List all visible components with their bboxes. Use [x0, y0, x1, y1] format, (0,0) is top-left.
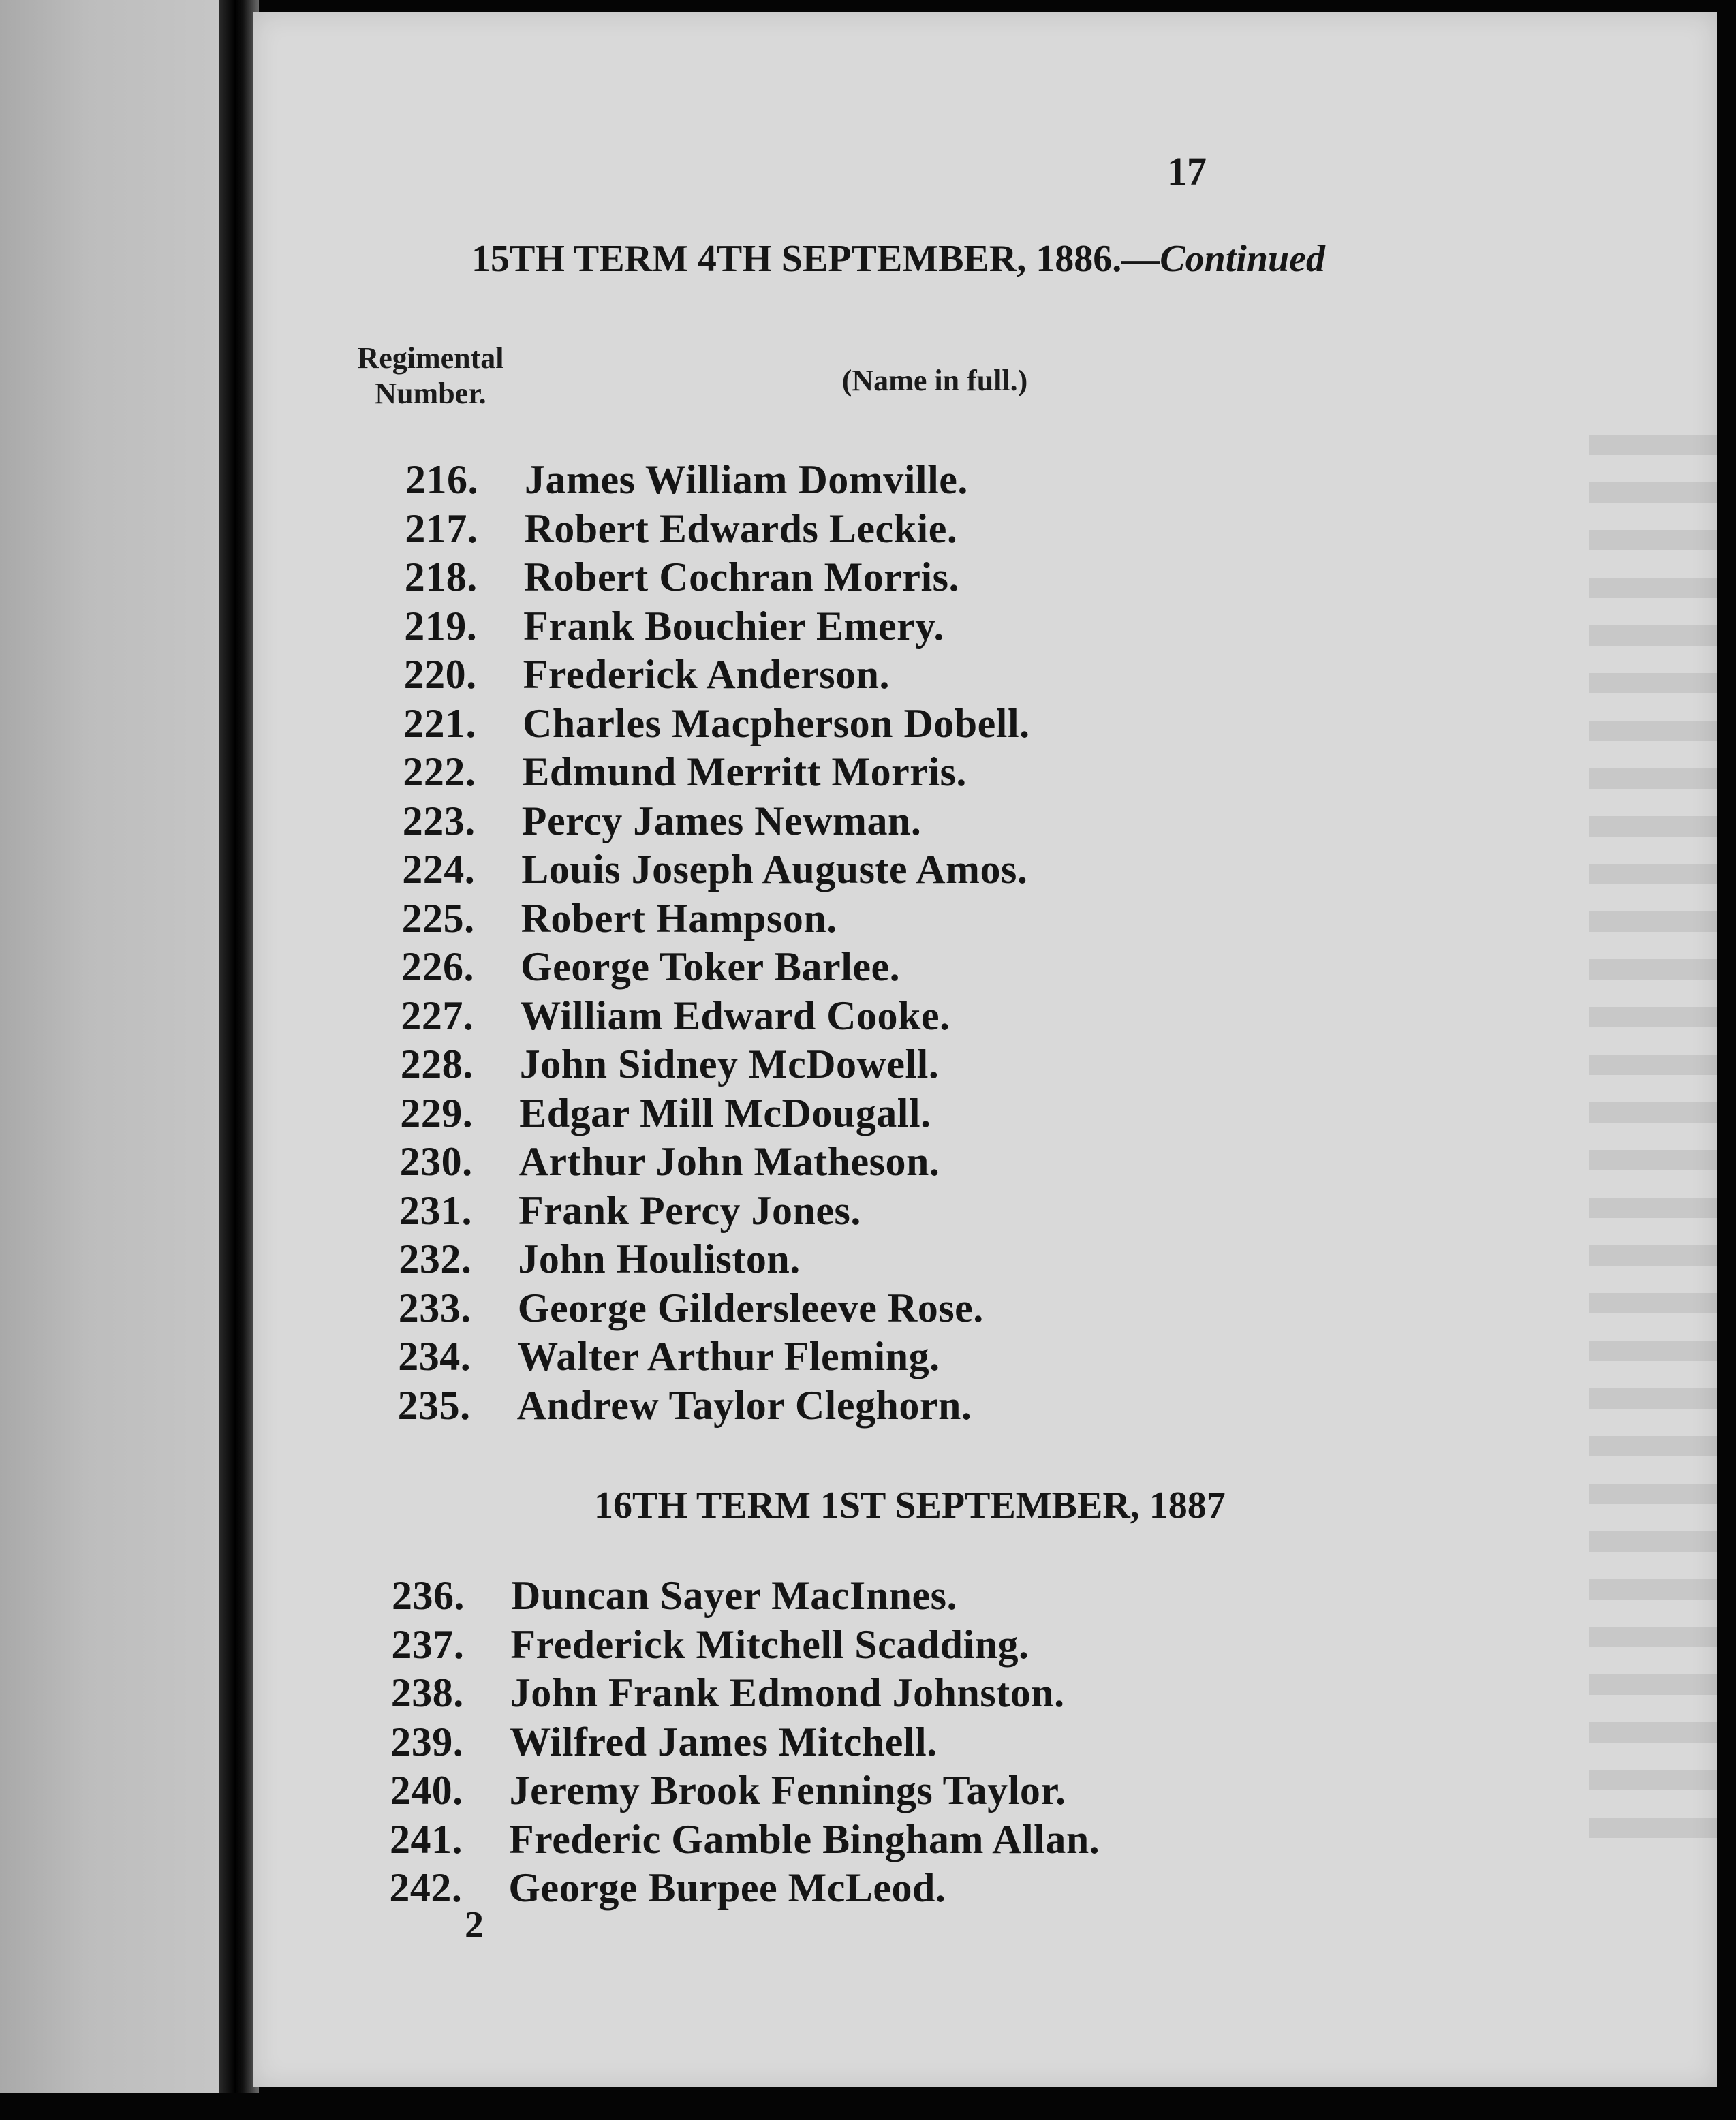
- full-name: Walter Arthur Fleming.: [517, 1334, 940, 1379]
- regimental-number: 239.: [390, 1719, 464, 1764]
- section-heading-16th-term: 16TH TERM 1ST SEPTEMBER, 1887: [594, 1484, 1226, 1527]
- full-name: James William Domville.: [525, 457, 968, 502]
- full-name: Edgar Mill McDougall.: [519, 1090, 931, 1136]
- full-name: George Gildersleeve Rose.: [517, 1285, 984, 1330]
- full-name: Charles Macpherson Dobell.: [523, 700, 1030, 746]
- column-header-number-line1: Regimental: [357, 341, 504, 375]
- full-name: Frank Percy Jones.: [518, 1187, 861, 1233]
- regimental-number: 218.: [404, 555, 478, 599]
- regimental-number: 240.: [390, 1768, 463, 1813]
- regimental-number: 225.: [401, 895, 475, 941]
- regimental-number: 221.: [403, 700, 476, 746]
- regimental-number: 229.: [400, 1090, 474, 1136]
- full-name: Frank Bouchier Emery.: [523, 603, 944, 649]
- full-name: Duncan Sayer MacInnes.: [511, 1573, 957, 1618]
- regimental-number: 234.: [398, 1334, 471, 1379]
- regimental-number: 226.: [401, 944, 474, 989]
- full-name: Andrew Taylor Cleghorn.: [516, 1382, 972, 1428]
- full-name: Frederick Anderson.: [523, 652, 890, 697]
- section-heading-15th-term: [471, 237, 1325, 281]
- column-header-number: [328, 341, 533, 411]
- regimental-number: 236.: [392, 1573, 465, 1618]
- regimental-number: 219.: [404, 603, 478, 649]
- regimental-number: 220.: [403, 652, 477, 697]
- full-name: Frederic Gamble Bingham Allan.: [509, 1816, 1100, 1862]
- full-name: Edmund Merritt Morris.: [522, 749, 967, 794]
- section-heading-15th-term-text: 15TH TERM 4TH SEPTEMBER, 1886.: [471, 238, 1122, 280]
- full-name: Louis Joseph Auguste Amos.: [521, 847, 1028, 892]
- full-name: Wilfred James Mitchell.: [510, 1719, 937, 1764]
- regimental-number: 242.: [389, 1865, 463, 1910]
- column-header-number-line2: Number.: [375, 377, 486, 410]
- full-name: Frederick Mitchell Scadding.: [510, 1621, 1029, 1667]
- full-name: John Frank Edmond Johnston.: [510, 1670, 1065, 1715]
- regimental-number: 223.: [402, 798, 476, 843]
- regimental-number: 238.: [390, 1670, 464, 1715]
- document-page: [253, 12, 1717, 2087]
- regimental-number: 217.: [405, 505, 478, 551]
- full-name: Percy James Newman.: [521, 798, 922, 843]
- full-name: Jeremy Brook Fennings Taylor.: [509, 1768, 1066, 1813]
- regimental-number: 227.: [401, 993, 474, 1038]
- show-through-text: [1589, 435, 1736, 1865]
- regimental-number: 233.: [398, 1285, 471, 1330]
- full-name: Robert Edwards Leckie.: [524, 505, 958, 551]
- facing-page-edge: [0, 0, 225, 2093]
- full-name: George Burpee McLeod.: [508, 1865, 946, 1910]
- regimental-number: 222.: [403, 749, 476, 794]
- full-name: William Edward Cooke.: [520, 993, 950, 1038]
- regimental-number: 228.: [400, 1042, 474, 1087]
- column-header-name: (Name in full.): [841, 364, 1028, 397]
- regimental-number: 230.: [399, 1139, 473, 1184]
- full-name: George Toker Barlee.: [521, 944, 901, 989]
- full-name: Arthur John Matheson.: [518, 1139, 940, 1184]
- full-name: John Houliston.: [518, 1236, 801, 1281]
- regimental-number: 241.: [390, 1816, 463, 1862]
- full-name: John Sidney McDowell.: [519, 1042, 940, 1087]
- regimental-number: 216.: [405, 457, 478, 502]
- signature-mark: 2: [465, 1904, 484, 1946]
- continued-label: —Continued: [1121, 238, 1325, 280]
- regimental-number: 224.: [402, 847, 476, 892]
- regimental-number: 235.: [397, 1382, 471, 1428]
- full-name: Robert Cochran Morris.: [523, 555, 959, 599]
- regimental-number: 231.: [399, 1187, 472, 1233]
- full-name: Robert Hampson.: [521, 895, 837, 941]
- regimental-number: 232.: [399, 1236, 472, 1281]
- page-number: 17: [1167, 149, 1207, 193]
- regimental-number: 237.: [391, 1621, 465, 1667]
